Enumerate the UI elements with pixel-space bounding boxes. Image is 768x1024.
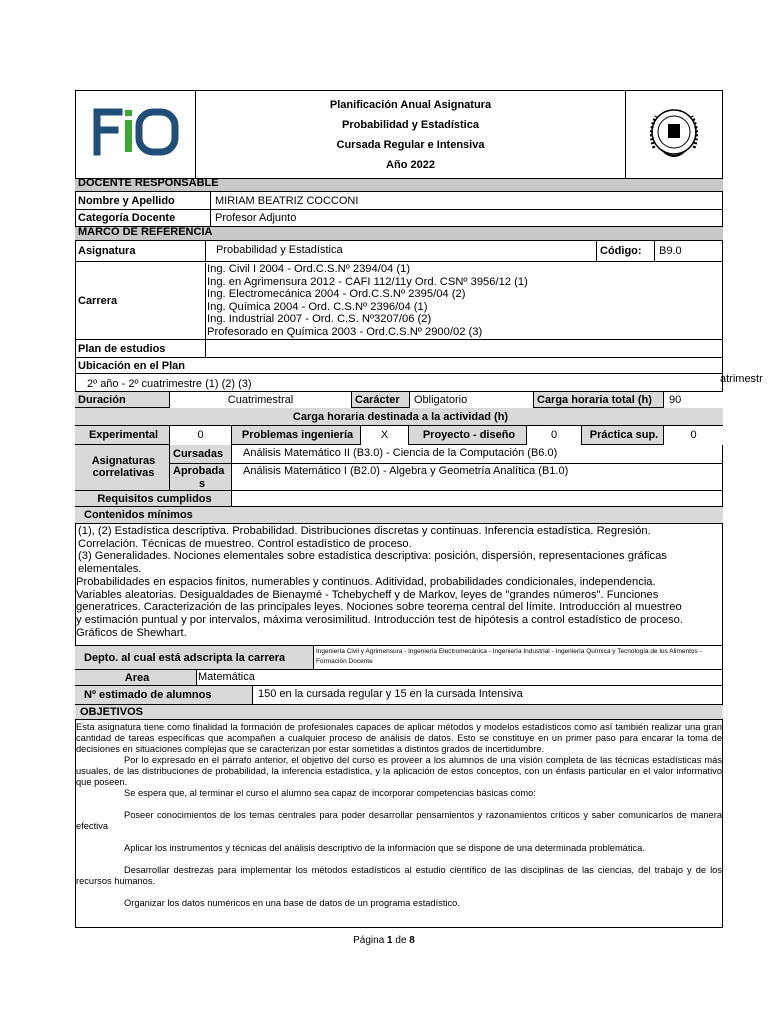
- contenidos-line: (1), (2) Estadística descriptiva. Probabilidad. Distribuciones discretas y continuas. Inferencia estadística. Regresión.: [78, 525, 651, 537]
- page-total: 8: [409, 935, 415, 946]
- carrera-item: Ing. Industrial 2007 - Ord. C.S. Nº3207/06 (2): [207, 313, 432, 326]
- correlativas-label: Asignaturas correlativas: [75, 445, 169, 491]
- codigo-value: B9.0: [654, 241, 723, 262]
- area-value: Matemática: [196, 670, 723, 686]
- plan-divider: [205, 340, 206, 358]
- section-docente: DOCENTE RESPONSABLE: [75, 178, 723, 192]
- categoria-value: Profesor Adjunto: [210, 210, 723, 226]
- title-line: Probabilidad y Estadística: [342, 119, 479, 131]
- area-label: Area: [75, 670, 196, 686]
- practica-value: 0: [663, 426, 723, 445]
- contenidos-label: Contenidos mínimos: [75, 507, 723, 524]
- categoria-label: Categoría Docente: [78, 212, 176, 224]
- asignatura-value: Probabilidad y Estadística: [205, 241, 596, 262]
- depto-value: Ingeniería Civil y Agrimensura - Ingeniería Electromecánica - Ingeniería Industrial - Ingeniería Química y Tecnología de los Alimentos - Formación Docente: [313, 645, 723, 670]
- problemas-value: X: [360, 426, 408, 445]
- objetivos-paragraph: Se espera que, al terminar el curso el alumno sea capaz de incorporar competencias básicas como:: [124, 788, 536, 798]
- requisitos-label: Requisitos cumplidos: [75, 491, 231, 507]
- depto-label: Depto. al cual está adscripta la carrera: [75, 645, 313, 670]
- carrera-item: Ing. Electromecánica 2004 - Ord.C.S.Nº 2395/04 (2): [207, 288, 466, 301]
- page-footer: [0, 934, 768, 948]
- carrera-item: Ing. Química 2004 - Ord. C.S.Nº 2396/04 (1): [207, 300, 428, 313]
- document-title: [196, 90, 626, 178]
- proyecto-value: 0: [526, 426, 581, 445]
- contenidos-line: (3) Generalidades. Nociones elementales sobre estadística descriptiva: posición, dispersión, representaciones gráficas: [78, 550, 667, 563]
- objetivos-paragraph: Aplicar los instrumentos y técnicas del análisis descriptivo de la información que se dispone de una determinada problemática.: [124, 843, 645, 853]
- page-word: Página: [353, 935, 385, 946]
- carrera-item: Ing. Civil I 2004 - Ord.C.S.Nº 2394/04 (1): [207, 263, 411, 275]
- title-line: Año 2022: [386, 159, 435, 171]
- aprobadas-label-line: s: [198, 478, 206, 490]
- nombre-label: Nombre y Apellido: [75, 192, 723, 210]
- objetivos-paragraph: Poseer conocimientos de los temas centrales para poder desarrollar pensamientos y razonamientos críticos y saber comunicarlos de manera efectiva: [76, 810, 722, 831]
- duracion-label: Duración: [78, 394, 126, 406]
- carrera-item: Ing. en Agrimensura 2012 - CAFI 112/11y Ord. CSNº 3956/12 (1): [207, 275, 528, 288]
- carga-total-label: Carga horaria total (h): [533, 392, 663, 408]
- aprobadas-value: Análisis Matemático I (B2.0) - Algebra y Geometría Analítica (B1.0): [231, 464, 723, 491]
- aprobadas-label: [169, 464, 231, 491]
- cursadas-label: Cursadas: [169, 445, 231, 464]
- contenidos-line: Correlación. Técnicas de muestreo. Control estadístico de proceso.: [78, 537, 412, 550]
- carga-total-value: 90: [663, 392, 723, 408]
- objetivos-paragraph: Esta asignatura tiene como finalidad la formación de profesionales capaces de aplicar métodos y modelos estadísticos como así también realizar una gran cantidad de tareas específicas que acompañen a cualquier proceso de análisis de datos. Esto se constituye en un primer paso para encarar la toma de decisiones en situaciones complejas que se caracterizan por estar sometidas a distintos grados de incertidumbre.: [76, 722, 722, 754]
- page-number: 1: [387, 935, 393, 946]
- objetivos-label: OBJETIVOS: [75, 705, 723, 720]
- of-word: de: [395, 935, 407, 946]
- university-seal: [626, 90, 723, 178]
- contenidos-line: y estimación puntual y por intervalos, máxima verosimilitud. Introducción test de hipótesis a control estadístico de proceso.: [76, 613, 683, 626]
- contenidos-line: elementales.: [78, 563, 142, 576]
- carrera-list: [205, 263, 723, 340]
- practica-label: Práctica sup.: [581, 426, 663, 445]
- title-line: Cursada Regular e Intensiva: [336, 139, 485, 151]
- codigo-label: Código:: [596, 241, 654, 262]
- alumnos-label: Nº estimado de alumnos: [75, 686, 252, 705]
- contenidos-line: Gráficos de Shewhart.: [76, 626, 187, 639]
- problemas-label: Problemas ingeniería: [231, 426, 360, 445]
- ubicacion-label: Ubicación en el Plan: [75, 358, 723, 374]
- section-marco: MARCO DE REFERENCIA: [75, 226, 723, 241]
- ubicacion-value: 2º año - 2º cuatrimestre (1) (2) (3): [75, 374, 723, 392]
- carrera-item: Profesorado en Química 2003 - Ord.C.S.Nº 2900/02 (3): [207, 325, 483, 338]
- caracter-label: Carácter: [351, 392, 409, 408]
- asignatura-label: Asignatura: [75, 241, 723, 262]
- experimental-label: Experimental: [88, 429, 159, 441]
- experimental-value: 0: [169, 426, 231, 445]
- objetivos-paragraph: Desarrollar destrezas para implementar los métodos estadísticos al estudio científico de las disciplinas de las ciencias, del trabajo y de los recursos humanos.: [76, 865, 722, 886]
- objetivos-paragraph: Organizar los datos numéricos en una base de datos de un programa estadístico.: [124, 898, 460, 908]
- contenidos-line: generatrices. Caracterización de las principales leyes. Nociones sobre teorema central del límite. Introducción al muestreo: [76, 601, 682, 614]
- overflow-text: atrimestr: [720, 373, 763, 385]
- title-line: Planificación Anual Asignatura: [329, 99, 492, 111]
- fio-logo: [75, 90, 196, 178]
- cursadas-value: Análisis Matemático II (B3.0) - Ciencia de la Computación (B6.0): [231, 445, 723, 464]
- proyecto-label: Proyecto - diseño: [408, 426, 526, 445]
- contenidos-text: [76, 525, 723, 645]
- contenidos-line: Variables aleatorias. Desigualdades de Bienaymé - Tchebycheff y de Markov, leyes de "grandes números". Funciones: [76, 588, 659, 601]
- nombre-value: MIRIAM BEATRIZ COCCONI: [210, 192, 723, 210]
- caracter-value: Obligatorio: [409, 392, 533, 408]
- plan-label: Plan de estudios: [75, 340, 723, 358]
- contenidos-line: Probabilidades en espacios finitos, numerables y continuos. Aditividad, probabilidades condicionales, independencia.: [76, 575, 656, 588]
- duracion-value: Cuatrimestral: [169, 392, 351, 408]
- requisitos-value: [231, 491, 723, 507]
- aprobadas-label-line: Aprobada: [173, 465, 225, 477]
- objetivos-paragraph: Por lo expresado en el párrafo anterior, el objetivo del curso es proveer a los alumnos de una visión completa de las técnicas estadísticas más usuales, de las distribuciones de probabilidad, la inferencia estadística, y la aplicación de estos conceptos, con un énfasis particular en el valor informativo que poseen.: [76, 755, 722, 787]
- alumnos-value: 150 en la cursada regular y 15 en la cursada Intensiva: [252, 686, 723, 705]
- carrera-label: Carrera: [75, 262, 723, 340]
- carga-title: Carga horaria destinada a la actividad (h): [75, 408, 723, 426]
- objetivos-text: [76, 722, 722, 922]
